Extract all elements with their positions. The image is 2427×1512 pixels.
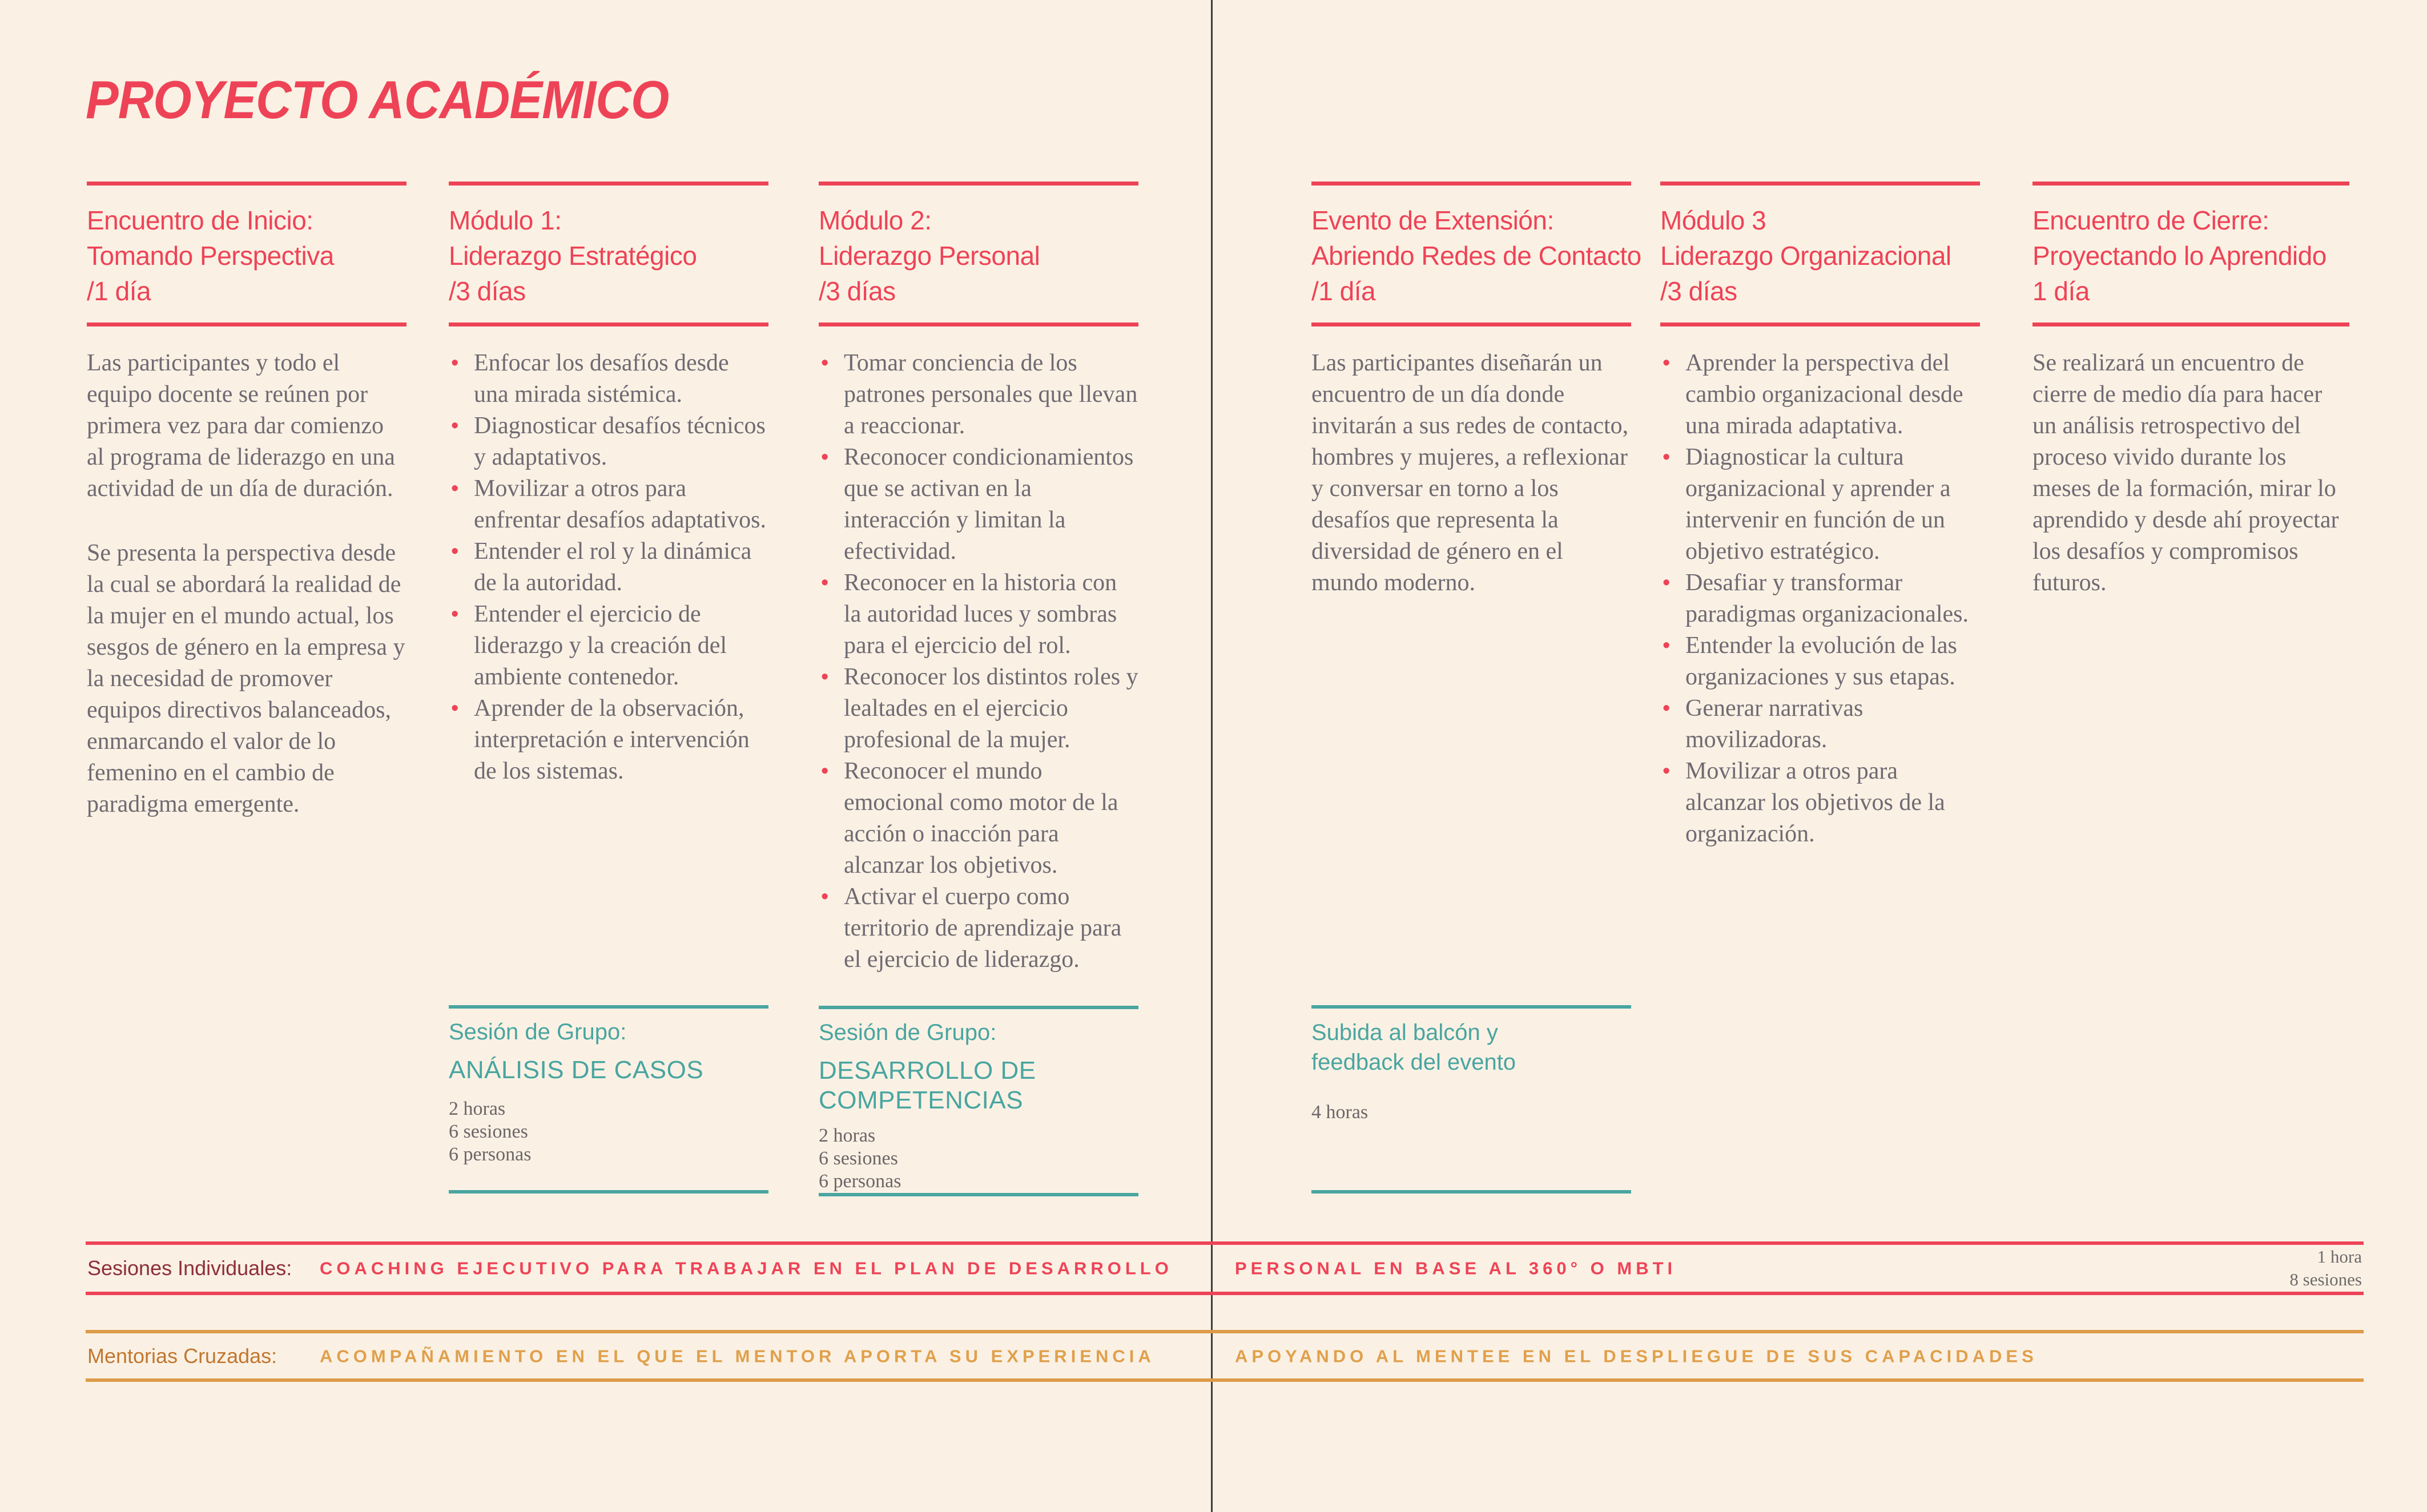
header-line: Proyectando lo Aprendido — [2032, 241, 2327, 271]
header-line: Encuentro de Inicio: — [87, 205, 313, 235]
page-title: PROYECTO ACADÉMICO — [86, 70, 669, 130]
bullet-text: Aprender de la observación, interpretación e intervención de los sistemas. — [474, 695, 750, 784]
column-evento-extension — [1311, 182, 1641, 632]
body-paragraph: Se presenta la perspectiva desde la cual se abordará la realidad de la mujer en el mundo actual, los sesgos de género en la empresa y la necesidad de promover equipos directivos balanceados, enmarcando el valor de lo femenino en el cambio de paradigma emergente. — [87, 540, 405, 817]
session-details — [449, 1098, 768, 1166]
session-top-rule — [1311, 1005, 1631, 1009]
bullet-dot-icon: • — [451, 477, 459, 501]
bullet-text: Entender el rol y la dinámica de la autoridad. — [474, 538, 752, 596]
row-caps-right: PERSONAL EN BASE AL 360° O MBTI — [1235, 1258, 1677, 1279]
bullet-item — [819, 662, 1138, 756]
bullet-dot-icon: • — [451, 414, 459, 438]
bullet-dot-icon: • — [451, 539, 459, 563]
bullet-dot-icon: • — [1663, 759, 1671, 783]
bullet-text: Diagnosticar desafíos técnicos y adaptativos. — [474, 413, 766, 470]
row-caps-left: ACOMPAÑAMIENTO EN EL QUE EL MENTOR APORTA SU EXPERIENCIA — [320, 1346, 1155, 1366]
column-top-rule — [819, 182, 1138, 186]
bullet-dot-icon: • — [821, 351, 829, 375]
header-line: Módulo 2: — [819, 205, 932, 235]
header-line: /3 días — [819, 276, 896, 306]
bullet-item — [1660, 348, 1980, 442]
body-paragraph: Las participantes diseñarán un encuentro de un día donde invitarán a sus redes de contacto, hombres y mujeres, a reflexionar y conversar en torno a los desafíos que representa la diversidad de género en el mundo moderno. — [1311, 350, 1629, 596]
session-note-line: feedback del evento — [1311, 1050, 1516, 1075]
column-header — [819, 203, 1138, 309]
session-top-rule — [449, 1005, 768, 1009]
session-title: ANÁLISIS DE CASOS — [449, 1056, 704, 1084]
column-body — [87, 348, 406, 820]
header-line: Liderazgo Personal — [819, 241, 1040, 271]
objectives-list — [1660, 348, 1980, 850]
bullet-item — [1660, 567, 1980, 630]
bullet-text: Reconocer en la historia con la autoridad luces y sombras para el ejercicio del rol. — [844, 570, 1117, 659]
bullet-item — [449, 693, 768, 787]
bullet-item — [449, 599, 768, 693]
bullet-dot-icon: • — [821, 759, 829, 783]
column-bottom-rule — [449, 322, 768, 326]
column-body — [1311, 348, 1631, 599]
session-details — [1311, 1101, 1631, 1124]
column-modulo-2 — [819, 182, 1138, 975]
header-line: /1 día — [87, 276, 151, 306]
bullet-item — [449, 473, 768, 536]
session-detail: 2 horas — [819, 1125, 876, 1146]
row-meta-line: 1 hora — [2317, 1247, 2362, 1267]
header-line: Módulo 3 — [1660, 205, 1766, 235]
column-top-rule — [1311, 182, 1631, 186]
column-bottom-rule — [1311, 322, 1631, 326]
session-title: DESARROLLO DE COMPETENCIAS — [819, 1057, 1036, 1114]
bullet-dot-icon: • — [451, 696, 459, 720]
header-line: Liderazgo Estratégico — [449, 241, 697, 271]
bullet-text: Aprender la perspectiva del cambio organizacional desde una mirada adaptativa. — [1685, 350, 1963, 439]
body-paragraph: Se realizará un encuentro de cierre de medio día para hacer un análisis retrospectivo del proceso vivido durante los meses de la formación, mirar lo aprendido y desde ahí proyectar los desafíos y compromisos futuros. — [2032, 350, 2339, 596]
row-sesiones-individuales — [86, 1241, 2364, 1295]
bullet-item — [1660, 756, 1980, 850]
bullet-dot-icon: • — [451, 602, 459, 626]
column-bottom-rule — [819, 322, 1138, 326]
bullet-text: Desafiar y transformar paradigmas organizacionales. — [1685, 570, 1969, 627]
session-label: Sesión de Grupo: — [819, 1020, 997, 1045]
bullet-item — [819, 567, 1138, 662]
session-label: Sesión de Grupo: — [449, 1019, 627, 1045]
bullet-text: Reconocer condicionamientos que se activan en la interacción y limitan la efectividad. — [844, 444, 1134, 565]
bullet-item — [819, 756, 1138, 881]
session-bottom-rule — [819, 1193, 1138, 1196]
session-detail: 6 personas — [819, 1171, 901, 1192]
column-top-rule — [449, 182, 768, 186]
column-encuentro-cierre — [2032, 182, 2349, 632]
header-line: 1 día — [2032, 276, 2090, 306]
row-meta — [2289, 1245, 2362, 1291]
header-line: Abriendo Redes de Contacto — [1311, 241, 1641, 271]
header-line: Tomando Perspectiva — [87, 241, 334, 271]
session-detail: 2 horas — [449, 1098, 506, 1119]
bullet-dot-icon: • — [1663, 696, 1671, 720]
bullet-item — [1660, 630, 1980, 693]
row-mentorias-cruzadas — [86, 1330, 2364, 1382]
column-top-rule — [1660, 182, 1980, 186]
header-line: Encuentro de Cierre: — [2032, 205, 2269, 235]
column-encuentro-inicio — [87, 182, 406, 853]
session-details — [819, 1124, 1138, 1193]
column-top-rule — [87, 182, 406, 186]
bullet-text: Generar narrativas movilizadoras. — [1685, 695, 1863, 753]
column-top-rule — [2032, 182, 2349, 186]
bullet-text: Entender la evolución de las organizaciones y sus etapas. — [1685, 632, 1957, 690]
session-bottom-rule — [1311, 1190, 1631, 1194]
session-subida-al-balcon — [1311, 1005, 1631, 1194]
bullet-text: Movilizar a otros para enfrentar desafíos adaptativos. — [474, 475, 766, 533]
bullet-dot-icon: • — [821, 445, 829, 469]
bullet-dot-icon: • — [1663, 634, 1671, 658]
bullet-dot-icon: • — [821, 665, 829, 689]
column-header — [449, 203, 768, 309]
session-note-line: Subida al balcón y — [1311, 1020, 1498, 1045]
row-label: Sesiones Individuales: — [87, 1256, 292, 1280]
objectives-list — [449, 348, 768, 787]
bullet-dot-icon: • — [451, 351, 459, 375]
bullet-text: Entender el ejercicio de liderazgo y la creación del ambiente contenedor. — [474, 601, 727, 690]
session-top-rule — [819, 1006, 1138, 1009]
header-line: Módulo 1: — [449, 205, 562, 235]
session-detail: 6 personas — [449, 1144, 532, 1165]
header-line: Evento de Extensión: — [1311, 205, 1554, 235]
bullet-item — [819, 348, 1138, 442]
bullet-text: Activar el cuerpo como territorio de aprendizaje para el ejercicio de liderazgo. — [844, 884, 1122, 973]
column-modulo-1 — [449, 182, 768, 787]
bullet-text: Enfocar los desafíos desde una mirada sistémica. — [474, 350, 729, 408]
session-detail: 4 horas — [1311, 1102, 1369, 1123]
bullet-text: Diagnosticar la cultura organizacional y aprender a intervenir en función de un objetivo estratégico. — [1685, 444, 1951, 565]
bullet-dot-icon: • — [1663, 351, 1671, 375]
column-header — [87, 203, 406, 309]
session-detail: 6 sesiones — [819, 1148, 898, 1169]
bullet-item — [449, 410, 768, 473]
bullet-dot-icon: • — [821, 571, 829, 595]
bullet-dot-icon: • — [1663, 571, 1671, 595]
column-bottom-rule — [1660, 322, 1980, 326]
column-bottom-rule — [87, 322, 406, 326]
bullet-item — [1660, 442, 1980, 567]
row-label: Mentorias Cruzadas: — [87, 1344, 277, 1368]
row-caps-left: COACHING EJECUTIVO PARA TRABAJAR EN EL PLAN DE DESARROLLO — [320, 1258, 1173, 1279]
row-caps-right: APOYANDO AL MENTEE EN EL DESPLIEGUE DE SUS CAPACIDADES — [1235, 1346, 2038, 1366]
bullet-dot-icon: • — [1663, 445, 1671, 469]
bullet-dot-icon: • — [821, 885, 829, 909]
bullet-item — [449, 348, 768, 410]
bullet-item — [449, 536, 768, 599]
body-paragraph: Las participantes y todo el equipo docente se reúnen por primera vez para dar comienzo al programa de liderazgo en una actividad de un día de duración. — [87, 350, 395, 502]
bullet-item — [819, 881, 1138, 975]
column-header — [2032, 203, 2349, 309]
bullet-text: Reconocer el mundo emocional como motor de la acción o inacción para alcanzar los objetivos. — [844, 758, 1118, 878]
session-detail: 6 sesiones — [449, 1121, 528, 1142]
bullet-text: Tomar conciencia de los patrones personales que llevan a reaccionar. — [844, 350, 1138, 439]
row-meta-line: 8 sesiones — [2289, 1269, 2362, 1289]
session-bottom-rule — [449, 1190, 768, 1194]
header-line: Liderazgo Organizacional — [1660, 241, 1951, 271]
column-bottom-rule — [2032, 322, 2349, 326]
bullet-text: Reconocer los distintos roles y lealtades en el ejercicio profesional de la mujer. — [844, 664, 1138, 753]
session-note — [1311, 1018, 1631, 1077]
session-analisis-de-casos — [449, 1005, 768, 1194]
column-body — [2032, 348, 2349, 599]
session-desarrollo-competencias — [819, 1006, 1138, 1196]
header-line: /3 días — [449, 276, 526, 306]
bullet-item — [1660, 693, 1980, 756]
column-header — [1660, 203, 1980, 309]
header-line: /1 día — [1311, 276, 1376, 306]
objectives-list — [819, 348, 1138, 975]
header-line: /3 días — [1660, 276, 1737, 306]
column-header — [1311, 203, 1641, 309]
bullet-text: Movilizar a otros para alcanzar los objetivos de la organización. — [1685, 758, 1945, 847]
column-modulo-3 — [1660, 182, 1980, 850]
bullet-item — [819, 442, 1138, 567]
